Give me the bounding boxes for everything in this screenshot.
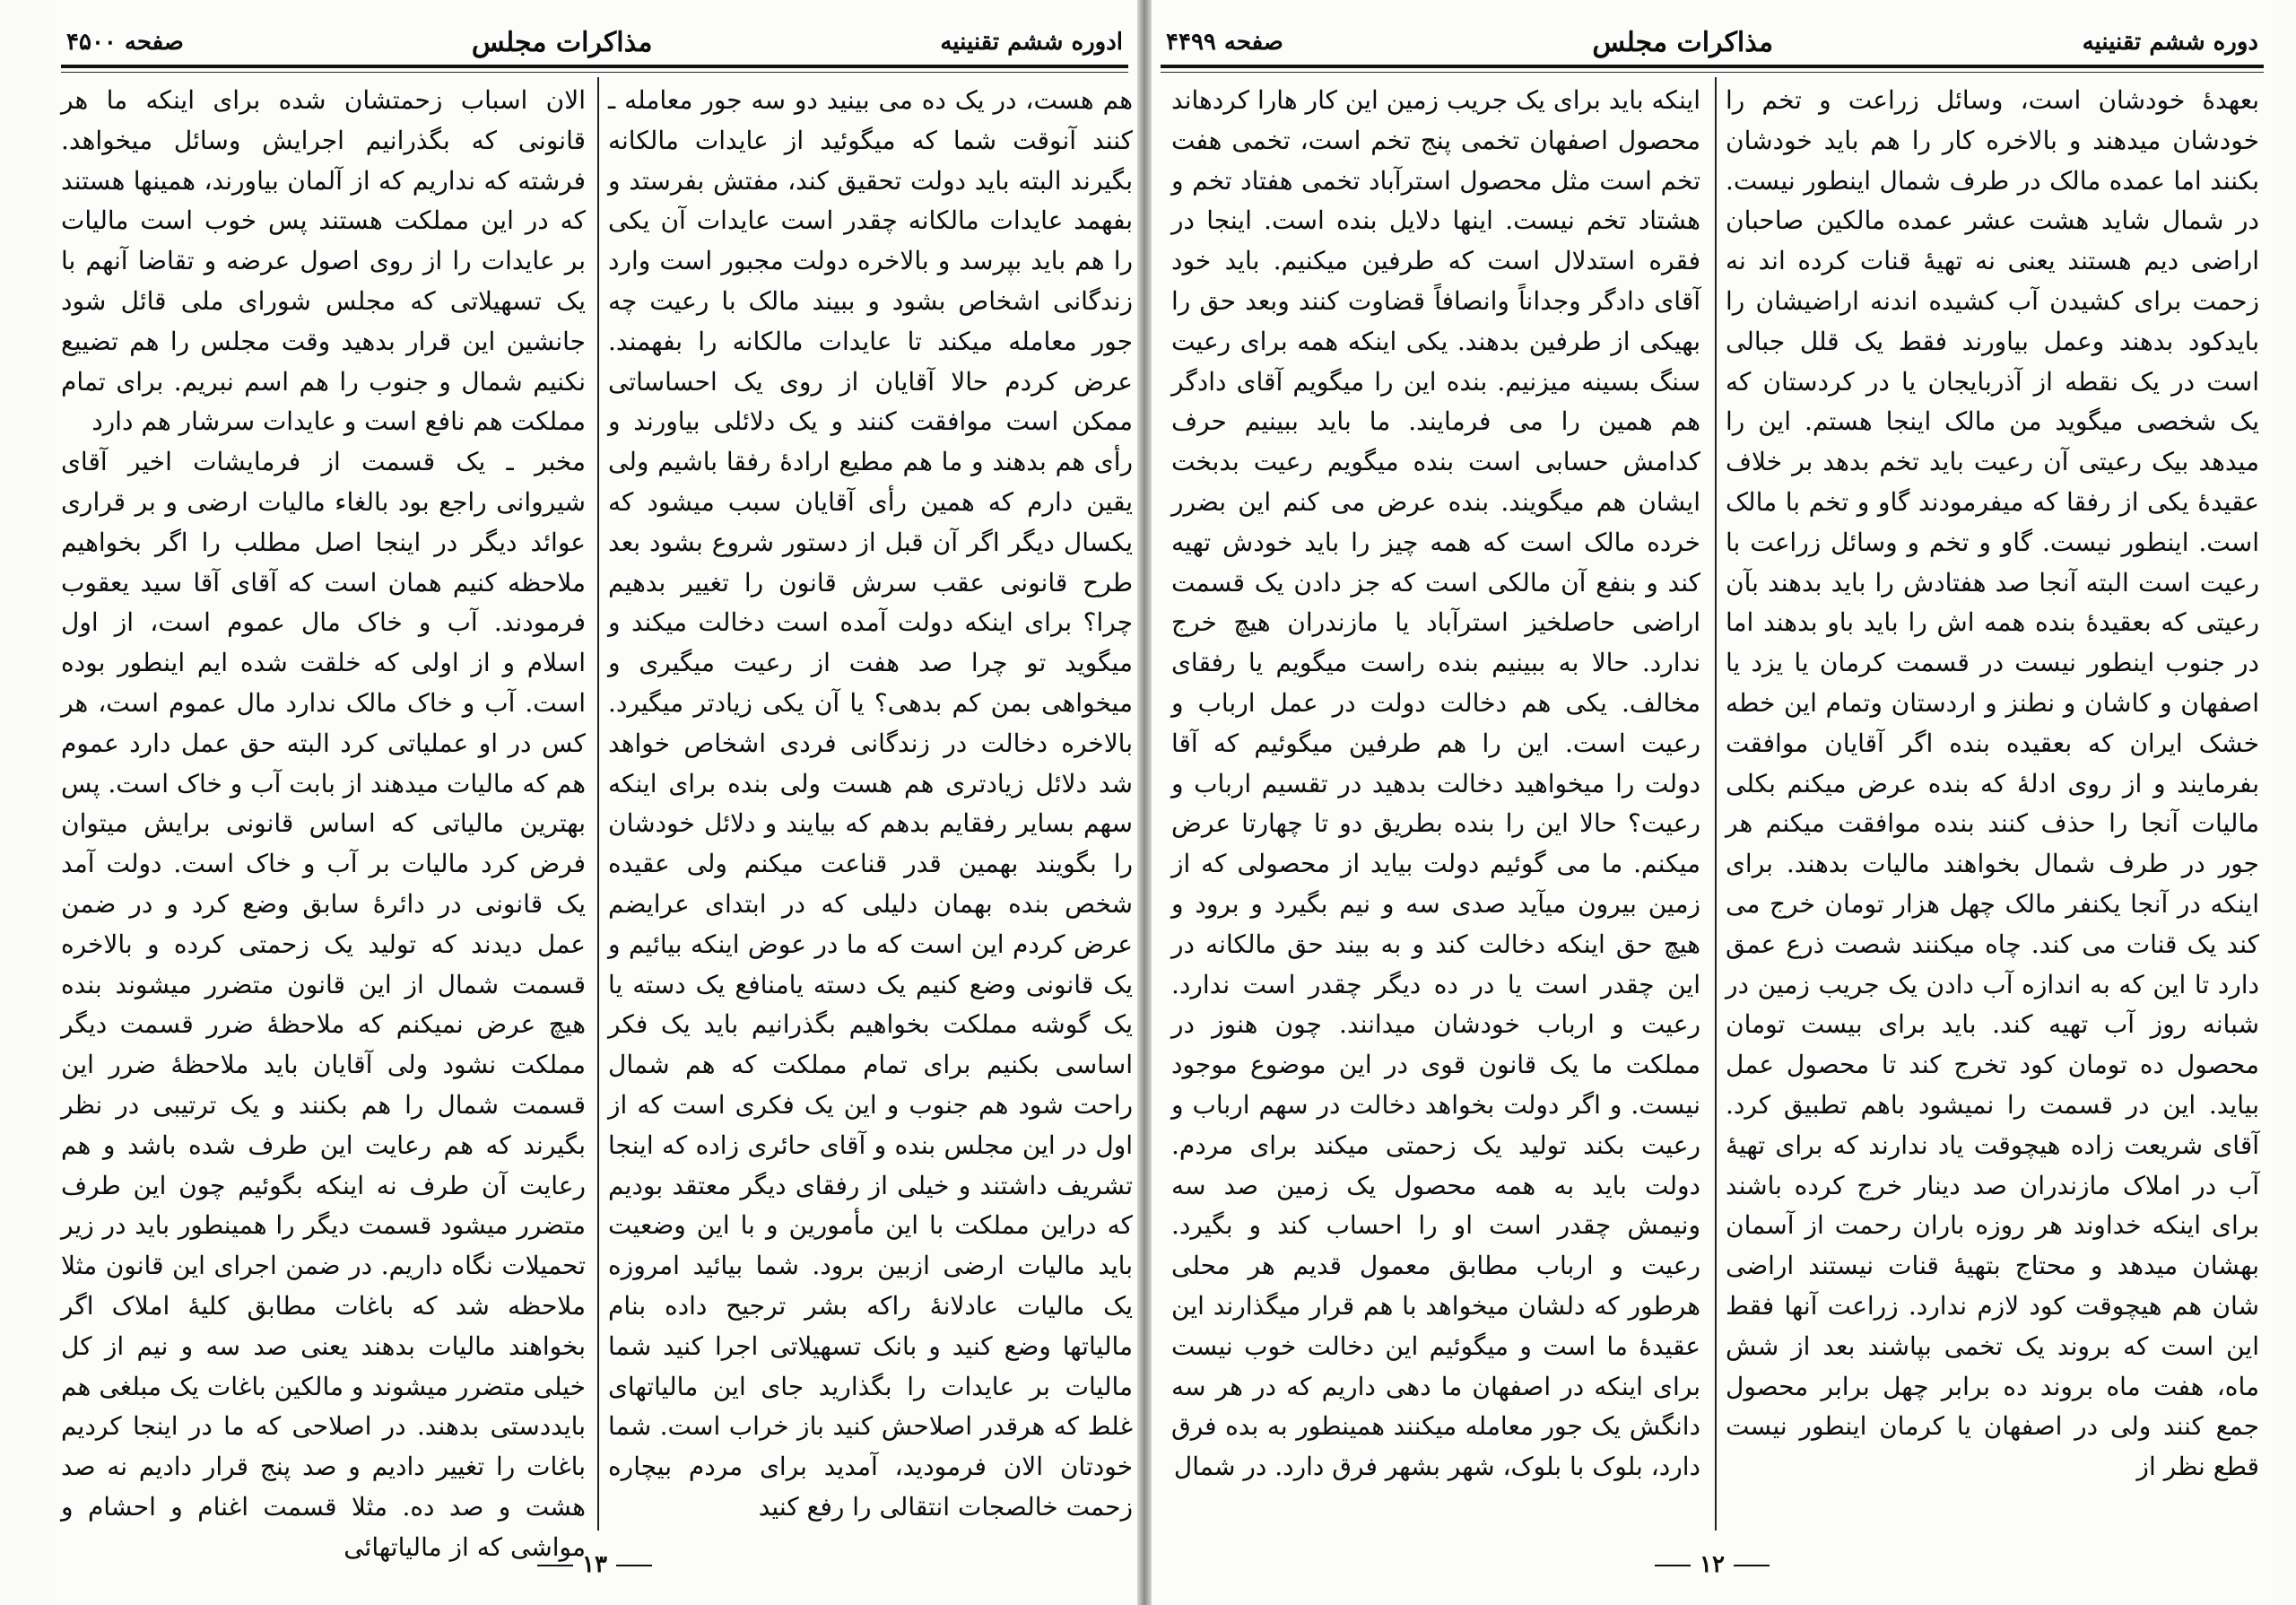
left-page-number-text: ۱۳: [582, 1551, 607, 1578]
right-page-session: دوره ششم تقنینیه: [2082, 29, 2258, 56]
right-page-number-text: ۱۲: [1700, 1551, 1725, 1578]
right-header-rule: [1161, 65, 2264, 68]
book-gutter: [1137, 0, 1152, 1605]
right-page-label: صفحه ۴۴۹۹: [1166, 29, 1283, 56]
right-page-column-left: [1171, 81, 1700, 1507]
left-page: [52, 0, 1137, 1605]
right-page: [1152, 0, 2273, 1605]
right-page-number: [1152, 1551, 2273, 1578]
left-page-header: [66, 20, 1123, 65]
left-page-label: صفحه ۴۵۰۰: [66, 29, 184, 56]
right-page-column-right: [1726, 81, 2259, 1507]
left-page-session: ادوره ششم تقنینیه: [940, 29, 1123, 56]
left-page-number: [52, 1551, 1137, 1578]
left-page-column-right-text: هم هست، در یک ده می بینید دو سه جور معامله ـ کنند آنوقت شما که میگوئید از عایدات مالکانه بگیرند البته باید دولت تحقیق کند، مفتش بفرستد و بفهمد عایدات مالکانه چقدر است عایدات آن یکی را هم باید بپرسد و بالاخره دولت مجبور است وارد زندگانی اشخاص بشود و ببیند مالک با رعیت چه جور معامله میکند تا عایدات مالکانه را بفهمند. عرض کردم حالا آقایان از روی یک احساساتی ممکن است موافقت کنند و یک دلائلی بیاورند و رأی هم بدهند و ما هم مطیع ارادهٔ رفقا باشیم ولی یقین دارم که همین رأی آقایان سبب میشود که یکسال دیگر اگر آن قبل از دستور شروع بشود بعد طرح قانونی عقب سرش قانون را تغییر بدهیم چرا؟ برای اینکه دولت آمده است دخالت میکند و میگوید تو چرا صد هفت از رعیت میگیری و میخواهی بمن کم بدهی؟ یا آن یکی زیادتر میگیرد. بالاخره دخالت در زندگانی فردی اشخاص خواهد شد دلائل زیادتری هم هست ولی بنده برای اینکه سهم بسایر رفقایم بدهم که بیایند و دلائل خودشان را بگویند بهمین قدر قناعت میکنم ولی عقیده شخص بنده بهمان دلیلی که در ابتدای عرایضم عرض کردم این است که ما در عوض اینکه بیائیم و یک قانونی وضع کنیم یک دسته یامنافع یک دسته یا یک گوشه مملکت بخواهیم بگذرانیم باید یک فکر اساسی بکنیم برای تمام مملکت که هم شمال راحت شود هم جنوب و این یک فکری است که از اول در این مجلس بنده و آقای حائری زاده که اینجا تشریف داشتند و خیلی از رفقای دیگر معتقد بودیم که دراین مملکت با این مأمورین و با این وضعیت باید مالیات ارضی ازبین برود. شما بیائید امروزه یک مالیات عادلانهٔ راکه بشر ترجیح داده بنام مالیاتها وضع کنید و بانک تسهیلاتی اجرا کنید شما مالیات بر عایدات را بگذارید جای این مالیاتهای غلط که هرقدر اصلاحش کنید باز خراب است. شما خودتان الان فرمودید، آمدید برای مردم بیچاره زحمت خالصجات انتقالی را رفع کنید: [608, 85, 1133, 1522]
left-page-column-left-text: الان اسباب زحمتشان شده برای اینکه ما هر قانونی که بگذرانیم اجرایش وسائل میخواهد. فرشته که نداریم که از آلمان بیاورند، همینها هستند که در این مملکت هستند پس خوب است مالیات بر عایدات را از روی اصول عرضه و تقاضا آنهم با یک تسهیلاتی که مجلس شورای ملی قائل شود جانشین این قرار بدهید وقت مجلس را هم تضییع نکنیم شمال و جنوب را هم اسم نبریم. برای تمام مملکت هم نافع است و عایدات سرشار هم دارد مخبر ـ یک قسمت از فرمایشات اخیر آقای شیروانی راجع بود بالغاء مالیات ارضی و بر قراری عوائد دیگر در اینجا اصل مطلب را اگر بخواهیم ملاحظه کنیم همان است که آقای آقا سید یعقوب فرمودند. آب و خاک مال عموم است، از اول اسلام و از اولی که خلقت شده ایم اینطور بوده است. آب و خاک مالک ندارد مال عموم است، هر کس در او عملیاتی کرد البته حق عمل دارد عموم هم که مالیات میدهند از بابت آب و خاک است. پس بهترین مالیاتی که اساس قانونی برایش میتوان فرض کرد مالیات بر آب و خاک است. دولت آمد یک قانونی در دائرهٔ سابق وضع کرد و در ضمن عمل دیدند که تولید یک زحمتی کرده و بالاخره قسمت شمال از این قانون متضرر میشوند بنده هیچ عرض نمیکنم که ملاحظهٔ ضرر قسمت دیگر مملکت نشود ولی آقایان باید ملاحظهٔ ضرر این قسمت شمال را هم بکنند و یک ترتیبی در نظر بگیرند که هم رعایت این طرف شده باشد و هم رعایت آن طرف نه اینکه بگوئیم چون این طرف متضرر میشود قسمت دیگر را همینطور باید در زیر تحمیلات نگاه داریم. در ضمن اجرای این قانون مثلا ملاحظه شد که باغات مطابق کلیهٔ املاک اگر بخواهند مالیات بدهند یعنی صد سه و نیم از کل خیلی متضرر میشوند و مالکین باغات یک مبلغی هم بایددستی بدهند. در اصلاحی که ما در اینجا کردیم باغات را تغییر دادیم و صد پنج قرار دادیم نه صد هشت و صد ده. مثلا قسمت اغنام و احشام و مواشی که از مالیاتهائی: [61, 85, 587, 1562]
left-header-rule: [61, 65, 1128, 68]
right-page-title: مذاکرات مجلس: [1592, 26, 1774, 58]
left-column-divider: [597, 77, 599, 1531]
right-column-divider: [1715, 77, 1717, 1531]
left-page-column-right: [608, 81, 1133, 1522]
right-header-rule-thin: [1161, 72, 2264, 73]
left-page-column-left: [61, 81, 587, 1562]
left-page-title: مذاکرات مجلس: [471, 26, 653, 58]
left-header-rule-thin: [61, 72, 1128, 73]
right-page-column-left-text: اینکه باید برای یک جریب زمین این کار هارا کردهاند محصول اصفهان تخمی پنج تخم است، تخمی هفت تخم است مثل محصول استرآباد تخمی هفتاد تخم و هشتاد تخم نیست. اینها دلایل بنده است. اینجا در فقره استدلال است که طرفین میکنیم. باید خود آقای دادگر وجداناً وانصافاً قضاوت کنند وبعد حق را بهیکی از طرفین بدهند. یکی اینکه همه برای رعیت سنگ بسینه میزنیم. بنده این را میگویم آقای دادگر هم همین را می فرمایند. ما باید ببینیم حرف کدامش حسابی است بنده میگویم رعیت بدبخت ایشان هم میگویند. بنده عرض می کنم این بضرر خرده مالک است که همه چیز را باید خودش تهیه کند و بنفع آن مالکی است که جز دادن یک قسمت اراضی حاصلخیز استرآباد یا مازندران هیچ خرج ندارد. حالا به ببینیم بنده راست میگویم یا رفقای مخالف. یکی هم دخالت دولت در عمل ارباب و رعیت است. این را هم طرفین میگوئیم که آقا دولت را میخواهید دخالت بدهید در تقسیم ارباب و رعیت؟ حالا این را بنده بطریق دو تا چهارتا عرض میکنم. ما می گوئیم دولت بیاید از محصولی که از زمین بیرون میآید صدی سه و نیم بگیرد و برود و هیچ حق اینکه دخالت کند و به بیند حق مالکانه در این چقدر است یا در ده دیگر چقدر است ندارد. رعیت و ارباب خودشان میدانند. چون هنوز در مملکت ما یک قانون قوی در این موضوع موجود نیست. و اگر دولت بخواهد دخالت در سهم ارباب و رعیت بکند تولید یک زحمتی میکند برای مردم. دولت باید به همه محصول یک زمین صد سه ونیمش چقدر است او را احساب کند و بگیرد. رعیت و ارباب مطابق معمول قدیم هر محلی هرطور که دلشان میخواهد با هم قرار میگذارند این عقیدهٔ ما است و میگوئیم این دخالت خوب نیست برای اینکه در اصفهان ما دهی داریم که در هر سه دانگش یک جور معامله میکنند همینطور به بده فرق دارد، بلوک با بلوک، شهر بشهر فرق دارد. در شمال: [1171, 85, 1700, 1482]
right-page-header: [1166, 20, 2258, 65]
right-page-column-right-text: بعهدهٔ خودشان است، وسائل زراعت و تخم را خودشان میدهند و بالاخره کار را هم باید خودشان بکنند اما عمده مالک در طرف شمال اینطور نیست. در شمال شاید هشت عشر عمده مالکین صاحبان اراضی دیم هستند یعنی نه تهیهٔ قنات کرده اند نه زحمت برای کشیدن آب کشیده اندنه اراضیشان را بایدکود بدهند وعمل بیاورند فقط یک قلل جبالی است در یک نقطه از آذربایجان یا در کردستان که یک شخصی میگوید من مالک اینجا هستم. این را میدهد بیک رعیتی آن رعیت باید تخم بدهد بر خلاف عقیدهٔ یکی از رفقا که میفرمودند گاو و تخم با مالک است. اینطور نیست. گاو و تخم و وسائل زراعت با رعیت است البته آنجا صد هفتادش را باید بدهند بآن رعیتی که بعقیدهٔ بنده همه اش را باید باو بدهند اما در جنوب اینطور نیست در قسمت کرمان یا یزد یا اصفهان و کاشان و نطنز و اردستان وتمام این خطه خشک ایران که بعقیده بنده اگر آقایان موافقت بفرمایند و از روی ادلهٔ که بنده عرض میکنم بکلی مالیات آنجا را حذف کنند بنده موافقت میکنم هر جور در طرف شمال بخواهند مالیات بدهند. برای اینکه در آنجا یکنفر مالک چهل هزار تومان خرج می کند یک قنات می کند. چاه میکنند شصت ذرع عمق دارد تا این که به اندازه آب دادن یک جریب زمین در شبانه روز آب تهیه کند. باید برای بیست تومان محصول ده تومان کود تخرج کند تا محصول عمل بیاید. این در قسمت را نمیشود باهم تطبیق کرد. آقای شریعت زاده هیچوقت یاد ندارند که برای تهیهٔ آب در املاک مازندران صد دینار خرج کرده باشند برای اینکه خداوند هر روزه باران رحمت از آسمان بهشان میدهد و محتاج بتهیهٔ قنات نیستند اراضی شان هم هیچوقت کود لازم ندارد. زراعت آنها فقط این است که بروند یک تخمی بپاشند بعد از شش ماه، هفت ماه بروند ده برابر چهل برابر محصول جمع کنند ولی در اصفهان یا کرمان اینطور نیست قطع نظر از: [1726, 85, 2259, 1482]
